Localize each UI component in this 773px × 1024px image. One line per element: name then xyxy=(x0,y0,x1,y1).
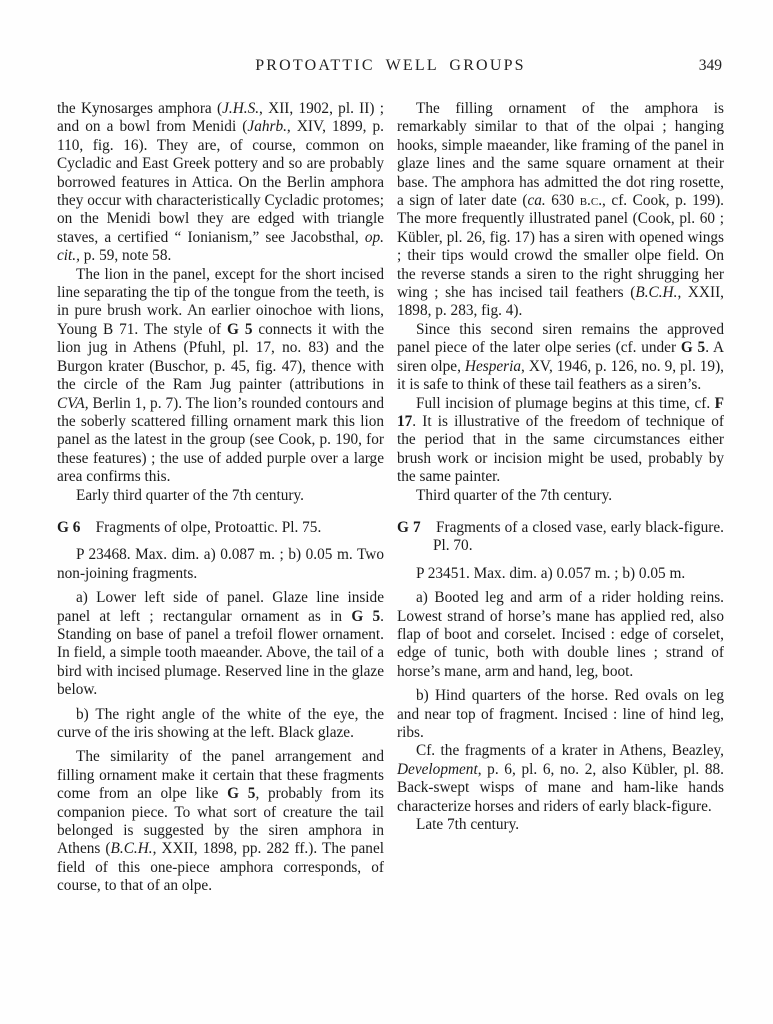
paragraph xyxy=(57,487,384,505)
italic-text: ca. xyxy=(527,192,546,210)
bold-text: G 7 xyxy=(397,518,421,536)
page-title: PROTOATTIC WELL GROUPS xyxy=(255,57,526,74)
text-run: P 23451. Max. dim. a) 0.057 m. ; b) 0.05 m. xyxy=(416,564,686,582)
italic-text: Development xyxy=(397,760,478,778)
text-run: The similarity of the panel arrangement and filling ornament make it certain that these fragments come from an olpe like xyxy=(57,748,384,803)
paragraph xyxy=(57,748,384,895)
paragraph xyxy=(57,546,384,583)
text-run: a) Booted leg and arm of a rider holding reins. Lowest strand of horse’s mane has applied red, also flap of boot and corselet. Incised : edge of corselet, edge of tunic, both with double lines ; strand of horse’s mane, arm and hand, leg, boot. xyxy=(397,589,724,680)
italic-text: CVA, xyxy=(57,394,89,412)
bold-text: G 5 xyxy=(351,607,381,625)
text-run: b) The right angle of the white of the eye, the curve of the iris showing at the left. Black glaze. xyxy=(57,705,384,741)
text-run: The lion in the panel, except for the short incised line separating the tip of the tongue from the teeth, is in pure brush work. An earlier oinochoe with lions, Young B 71. The style of xyxy=(57,265,384,338)
text-run: Since this second siren remains the approved panel piece of the later olpe series (cf. under xyxy=(397,320,724,357)
italic-text: op. cit., xyxy=(57,228,384,265)
text-run: , probably from its companion piece. To what sort of creature the tail belonged is suggested by the siren amphora in Athens ( xyxy=(57,785,384,858)
bold-text: G 5 xyxy=(227,785,256,803)
text-run: Full incision of plumage begins at this time, cf. xyxy=(416,394,715,412)
text-run: , XXII, 1898, pp. 282 ff.). The panel field of this one-piece amphora corresponds, of course, to that of an olpe. xyxy=(57,840,384,895)
text-run: , cf. Cook, p. 199). The more frequently illustrated panel (Cook, pl. 60 ; Kübler, pl. 26, fig. 17) has a siren with opened wings ; their tips would crowd the smaller olpe field. On the reverse stands a siren to the right shrugging her wing ; she has incised tail feathers ( xyxy=(397,192,725,302)
text-run: Late 7th century. xyxy=(416,816,520,834)
paragraph xyxy=(57,589,384,699)
catalog-entry-heading xyxy=(397,519,724,556)
paragraph xyxy=(397,687,724,742)
text-run: P 23468. Max. dim. a) 0.087 m. ; b) 0.05 m. Two non-joining fragments. xyxy=(57,546,384,582)
text-run: Fragments of a closed vase, early black-figure. Pl. 70. xyxy=(420,518,725,555)
paragraph xyxy=(397,565,724,583)
paragraph xyxy=(397,487,724,505)
italic-text: B.C.H. xyxy=(110,840,153,858)
text-run: , XV, 1946, p. 126, no. 9, pl. 19), it is safe to think of these tail feathers as a siren’s. xyxy=(397,357,724,394)
text-run: . It is illustrative of the freedom of technique of the period that in the same circumstances either brush work or incision might be used, probably by the same painter. xyxy=(397,412,724,486)
text-run: The filling ornament of the amphora is remarkably similar to that of the olpai ; hanging hooks, simple maeander, like framing of the panel in glaze lines and the same square ornament at their base. The amphora has admitted the dot ring rosette, a sign of later date ( xyxy=(397,100,724,210)
text-run: 630 xyxy=(545,192,580,210)
italic-text: Jahrb. xyxy=(247,118,287,136)
text-run: , XXII, 1898, p. 283, fig. 4). xyxy=(397,284,724,320)
bold-text: G 5 xyxy=(227,320,253,338)
text-run: Cf. the fragments of a krater in Athens, Beazley, xyxy=(416,742,724,760)
text-run: . Standing on base of panel a trefoil flower ornament. In field, a simple tooth maeander. Above, the tail of a bird with incised plumage. Reserved line in the glaze below. xyxy=(57,607,384,699)
text-run: a) Lower left side of panel. Glaze line inside panel at left ; rectangular ornament as in xyxy=(57,589,384,625)
text-run: Early third quarter of the 7th century. xyxy=(76,486,304,504)
text-run: p. 59, note 58. xyxy=(79,247,172,265)
text-run: the Kynosarges amphora ( xyxy=(57,100,223,117)
text-run: b) Hind quarters of the horse. Red ovals on leg and near top of fragment. Incised : line of hind leg, ribs. xyxy=(397,687,724,741)
right-column xyxy=(397,100,724,896)
text-columns xyxy=(57,100,724,896)
italic-text: J.H.S. xyxy=(222,100,260,117)
text-run: , p. 6, pl. 6, no. 2, also Kübler, pl. 88. Back-swept wisps of mane and ham-like hands characterize horses and riders of early black-figure. xyxy=(397,760,724,815)
paragraph xyxy=(57,266,384,487)
text-run: Third quarter of the 7th century. xyxy=(416,486,613,504)
catalog-entry-heading xyxy=(57,519,384,537)
bold-text: G 5 xyxy=(680,339,706,357)
running-head xyxy=(57,57,724,77)
text-run: Berlin 1, p. 7). The lion’s rounded contours and the soberly scattered filling ornament mark this lion panel as the latest in the group (see Cook, p. 190, for these features) ; the use of added purple over a large area confirms this. xyxy=(57,394,384,486)
text-run: Fragments of olpe, Protoattic. Pl. 75. xyxy=(80,518,322,536)
italic-text: B.C.H. xyxy=(635,284,678,302)
left-column xyxy=(57,100,384,896)
paragraph xyxy=(57,706,384,743)
paragraph xyxy=(397,321,724,395)
paragraph xyxy=(397,395,724,487)
bold-text: F 17 xyxy=(397,394,724,430)
text-run: b.c. xyxy=(579,192,603,210)
text-run: , XII, 1902, pl. II) ; and on a bowl from Menidi ( xyxy=(57,100,384,136)
text-run: . A siren olpe, xyxy=(397,339,724,375)
text-run: connects it with the lion jug in Athens (Pfuhl, pl. 17, no. 83) and the Burgon krater (Buschor, p. 45, fig. 47), thence with the circle of the Ram Jug painter (attributions in xyxy=(57,320,384,394)
paragraph xyxy=(397,816,724,834)
text-run: , XIV, 1899, p. 110, fig. 16). They are, of course, common on Cycladic and East Greek pottery and so are probably borrowed features in Attica. On the Berlin amphora they occur with characteristically Cycladic protomes; on the Menidi bowl they are edged with triangle staves, a certified “ Ionianism,” see Jacobsthal, xyxy=(57,118,384,246)
page-number: 349 xyxy=(698,57,722,74)
paragraph xyxy=(397,589,724,681)
paragraph xyxy=(57,100,384,266)
paragraph xyxy=(397,742,724,816)
bold-text: G 6 xyxy=(57,518,81,536)
italic-text: Hesperia xyxy=(464,357,521,375)
paragraph xyxy=(397,100,724,321)
